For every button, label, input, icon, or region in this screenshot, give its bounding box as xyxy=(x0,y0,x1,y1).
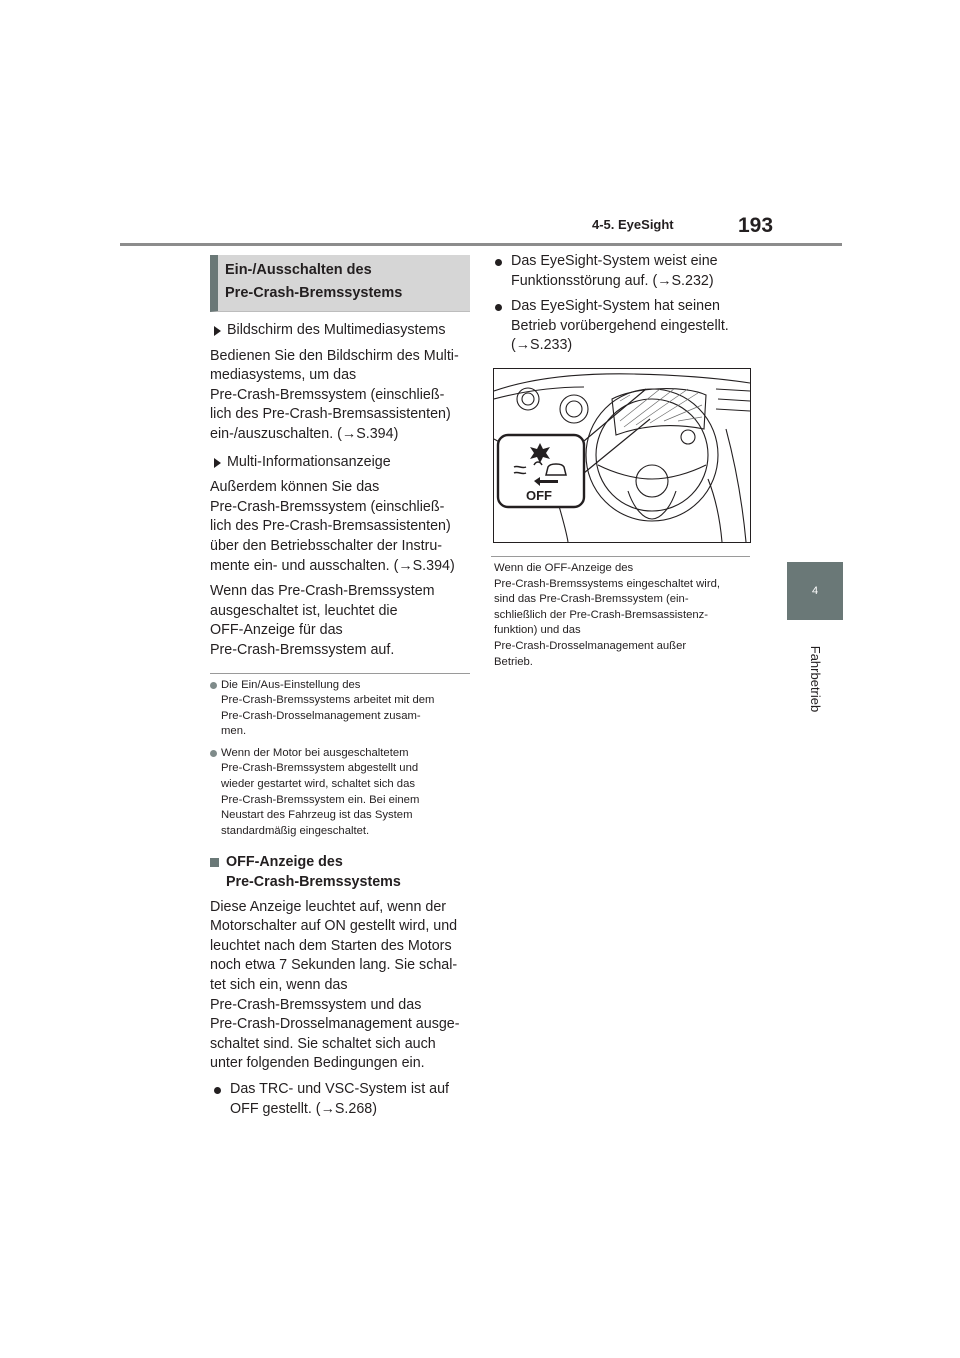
section-heading: Ein-/Ausschalten des Pre-Crash-Bremssystems xyxy=(210,255,470,312)
bullet-icon xyxy=(214,1087,221,1094)
left-column xyxy=(210,255,470,1119)
page-number: 193 xyxy=(738,214,774,237)
dashboard-drawing xyxy=(494,369,750,542)
condition-item: Das EyeSight-System hat seinen Betrieb vorübergehend eingestellt. (→S.233) xyxy=(491,297,751,356)
condition-item: Das TRC- und VSC-System ist auf OFF gestellt. (→S.268) xyxy=(210,1080,470,1119)
paragraph-off-indicator: Wenn das Pre-Crash-Bremssystem ausgeschaltet ist, leuchtet die OFF-Anzeige für das Pre-Crash-Bremssystem auf. xyxy=(210,583,435,658)
triangle-bullet-icon xyxy=(214,458,221,468)
section-title: 4-5. EyeSight xyxy=(592,217,674,232)
paragraph-multimedia: Bedienen Sie den Bildschirm des Multi- mediasystems, um das Pre-Crash-Bremssystem (einschließ- lich des Pre-Crash-Bremsassistenten) ein-/auszuschalten. (→S.394) xyxy=(210,347,459,442)
off-indicator-label: OFF xyxy=(526,488,552,503)
condition-item: Das EyeSight-System weist eine Funktionsstörung auf. (→S.232) xyxy=(491,252,751,291)
right-column xyxy=(491,252,751,356)
caption-rule xyxy=(491,556,750,557)
subsection-multimedia: Bildschirm des Multimediasystems xyxy=(210,321,470,341)
dashboard-illustration xyxy=(493,368,751,543)
subheading-off-indicator: OFF-Anzeige des Pre-Crash-Bremssystems xyxy=(210,853,470,892)
square-bullet-icon xyxy=(210,858,219,867)
note-bullet-icon xyxy=(210,750,217,757)
subsection-multi-info: Multi-Informationsanzeige xyxy=(210,453,470,473)
figure-caption: Wenn die OFF-Anzeige des Pre-Crash-Bremssystems eingeschaltet wird, sind das Pre-Crash-Bremssystem (ein- schließlich der Pre-Crash-Bremsassistenz- funktion) und das Pre-Crash-Drosselmanagement außer Betrieb. xyxy=(494,562,721,668)
bullet-icon xyxy=(495,259,502,266)
chapter-number: 4 xyxy=(811,585,819,597)
bullet-icon xyxy=(495,304,502,311)
paragraph-indicator-behavior: Diese Anzeige leuchtet auf, wenn der Motorschalter auf ON gestellt wird, und leuchtet nach dem Starten des Motors noch etwa 7 Sekunden lang. Sie schal- tet sich ein, wenn das Pre-Crash-Bremssystem und das Pre-Crash-Drosselmanagement ausge- schaltet sind. Sie schaltet sich auch unter folgenden Bedingungen ein. xyxy=(210,898,460,1072)
chapter-tab xyxy=(787,562,843,620)
paragraph-multi-info: Außerdem können Sie das Pre-Crash-Bremssystem (einschließ- lich des Pre-Crash-Bremsassistenten) über den Betriebsschalter der Instru- mente ein- und ausschalten. (→S.394) xyxy=(210,479,455,574)
note-item: Die Ein/Aus-Einstellung des Pre-Crash-Bremssystems arbeitet mit dem Pre-Crash-Drosselmanagement zusam- men. xyxy=(210,678,470,740)
chapter-title: Fahrbetrieb xyxy=(808,645,823,713)
note-rule xyxy=(210,673,470,674)
note-item: Wenn der Motor bei ausgeschaltetem Pre-Crash-Bremssystem abgestellt und wieder gestartet wird, schaltet sich das Pre-Crash-Bremssystem ein. Bei einem Neustart des Fahrzeug ist das System standardmäßig eingeschaltet. xyxy=(210,746,470,840)
header-rule xyxy=(120,243,842,246)
triangle-bullet-icon xyxy=(214,326,221,336)
note-bullet-icon xyxy=(210,682,217,689)
